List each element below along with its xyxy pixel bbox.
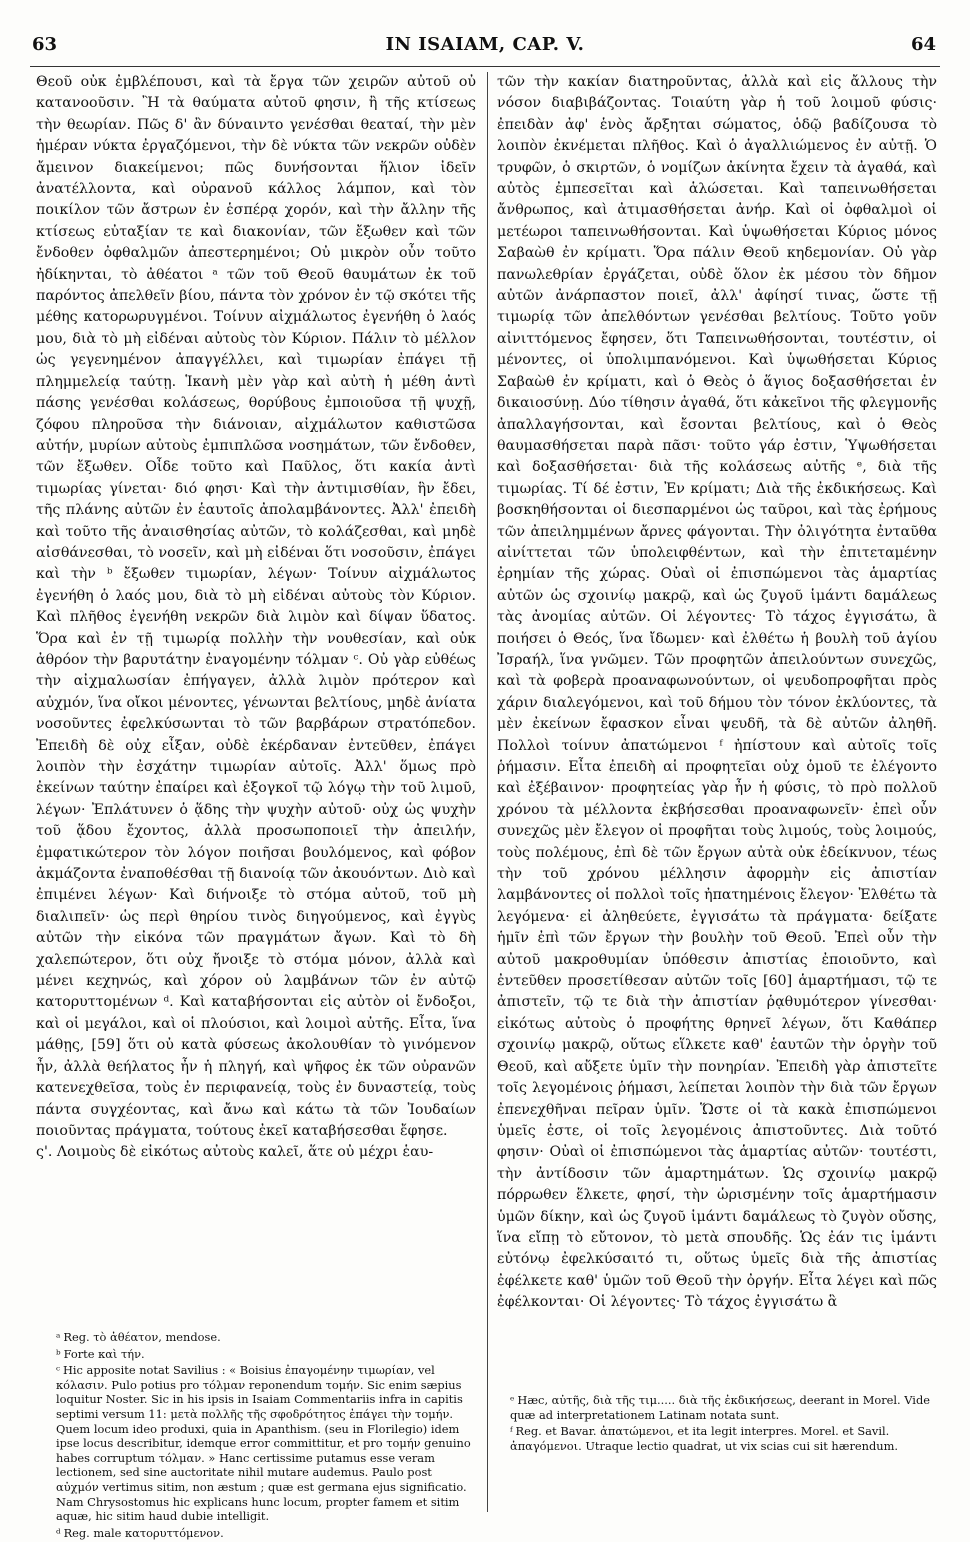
footnotes-left [56,1330,476,1542]
left-paragraph: Θεοῦ οὐκ ἐμβλέπουσι, καὶ τὰ ἔργα τῶν χειρῶν αὐτοῦ οὐ κατανοοῦσιν. Ἢ τὰ θαύματα αὐτοῦ φησιν, ἢ τῆς κτίσεως τὴν θεωρίαν. Πῶς δ' ἂν δύναιντο γενέσθαι θεαταί, τὴν μὲν ἡμέραν νύκτα ἐργαζόμενοι, τὴν δὲ νύκτα τῶν νεκρῶν οὐδὲν ἄμεινον διακείμενοι; πῶς δυνήσονται ἥλιον ἰδεῖν ἀνατέλλοντα, καὶ οὐρανοῦ κάλλος λάμπον, καὶ τὸν ποικίλον τῶν ἄστρων ἐν ἑσπέρᾳ χορόν, καὶ τὴν ἄλλην τῆς κτίσεως εὐταξίαν τε καὶ διακονίαν, τῶν ἔξωθεν καὶ τῶν ἔνδοθεν ὀφθαλμῶν ἀπεστερημένοι; Οὐ μικρὸν οὖν τοῦτο ἠδίκηνται, τὸ ἀθέατοι ᵃ τῶν τοῦ Θεοῦ θαυμάτων ἐκ τοῦ παρόντος ἀπελθεῖν βίου, πάντα τὸν χρόνον ἐν τῷ σκότει τῆς μέθης κατορωρυγμένοι. Τοίνυν αἰχμάλωτος ἐγενήθη ὁ λαός μου, διὰ τὸ μὴ εἰδέναι αὐτοὺς τὸν Κύριον. Πάλιν τὸ μέλλον ὡς γεγενημένον ἀπαγγέλλει, καὶ τιμωρίαν ἐπάγει τῇ πλημμελείᾳ ταύτῃ. Ἱκανὴ μὲν γὰρ καὶ αὐτὴ ἡ μέθη ἀντὶ πάσης γενέσθαι κολάσεως, θορύβους ἐμποιοῦσα τῇ ψυχῇ, ζόφου πληροῦσα τὴν διάνοιαν, αἰχμάλωτον καθιστῶσα αὐτήν, μυρίων αὐτοὺς ἐμπιπλῶσα νοσημάτων, τῶν ἔνδοθεν, τῶν ἔξωθεν. Οἶδε τοῦτο καὶ Παῦλος, ὅτι κακία ἀντὶ τιμωρίας γίνεται· διό φησι· Καὶ τὴν ἀντιμισθίαν, ἣν ἔδει, τῆς πλάνης αὐτῶν ἐν ἑαυτοῖς ἀπολαμβάνοντες. Ἀλλ' ἐπειδὴ καὶ τοῦτο τῆς ἀναισθησίας αὐτῶν, τὸ κολάζεσθαι, καὶ μηδὲ αἰσθάνεσθαι, τὸ νοσεῖν, καὶ μὴ εἰδέναι ὅτι νοσοῦσιν, ἐπάγει καὶ τὴν ᵇ ἔξωθεν τιμωρίαν, λέγων· Τοίνυν αἰχμάλωτος ἐγενήθη ὁ λαός μου, διὰ τὸ μὴ εἰδέναι αὐτοὺς τὸν Κύριον. Καὶ πλῆθος ἐγενήθη νεκρῶν διὰ λιμὸν καὶ δίψαν ὕδατος. Ὅρα καὶ ἐν τῇ τιμωρίᾳ πολλὴν τὴν νουθεσίαν, καὶ οὐκ ἀθρόον τὴν βαρυτάτην ἐναγομένην τόλμαν ᶜ. Οὐ γὰρ εὐθέως τὴν αἰχμαλωσίαν ἐπήγαγεν, ἀλλὰ λιμὸν πρότερον καὶ αὐχμόν, ἵνα οἴκοι μένοντες, γένωνται βελτίους, μηδὲ ἀνίατα νοσοῦντες ἐφελκύσωνται τὸ τῶν βαρβάρων στρατόπεδον. Ἐπειδὴ δὲ οὐχ εἶξαν, οὐδὲ ἐκέρδαναν ἐντεῦθεν, ἐπάγει λοιπὸν τὴν ἐσχάτην τιμωρίαν αὐτοῖς. Ἀλλ' ὅμως πρὸ ἐκείνων ταύτην ἐπαίρει καὶ ἐξογκοῖ τῷ λόγῳ τὴν τοῦ λιμοῦ, λέγων· Ἐπλάτυνεν ὁ ᾅδης τὴν ψυχὴν αὐτοῦ· οὐχ ὡς ψυχὴν τοῦ ᾅδου ἔχοντος, ἀλλὰ προσωποποιεῖ τὴν ἀπειλήν, ἐμφατικώτερον τὸν λόγον ποιῆσαι βουλόμενος, καὶ φόβον ἀκμάζοντα ἐναποθέσθαι τῇ διανοίᾳ τῶν ἀκουόντων. Διὸ καὶ ἐπιμένει λέγων· Καὶ διήνοιξε τὸ στόμα αὐτοῦ, τοῦ μὴ διαλιπεῖν· ὡς περὶ θηρίου τινὸς διηγούμενος, καὶ ἐγγὺς αὐτῶν τὴν εἰκόνα τῶν πραγμάτων ἄγων. Καὶ τὸ δὴ χαλεπώτερον, ὅτι οὐχ ἤνοιξε τὸ στόμα μόνον, ἀλλὰ καὶ μένει κεχηνώς, καὶ χόρον οὐ λαμβάνων τῶν ἐν αὐτῷ κατορυττομένων ᵈ. Καὶ καταβήσονται εἰς αὐτὸν οἱ ἔνδοξοι, καὶ οἱ μεγάλοι, καὶ οἱ πλούσιοι, καὶ λοιμοὶ αὐτῆς. Εἶτα, ἵνα μάθῃς, [59] ὅτι οὐ κατὰ φύσεως ἀκολουθίαν τὸ γινόμενον ἦν, ἀλλὰ θεήλατος ἦν ἡ πληγή, καὶ ψῆφος ἐκ τῶν οὐρανῶν κατενεχθεῖσα, τοὺς ἐν περιφανείᾳ, τοὺς ἐν δυναστείᾳ, τοὺς πάντα συγχέοντας, καὶ ἄνω καὶ κάτω τὰ τῶν Ἰουδαίων ποιοῦντας πράγματα, τούτους ἐκεῖ καταβήσεσθαι ἔφησε. [36,74,476,1139]
footnote-text: Reg. et Bavar. ἀπατώμενοι, et ita legit interpres. Morel. et Savil. ἀπαγόμενοι. Utraque lectio quadrat, ut vix scias cui sit hærendum. [510,1424,899,1453]
footnote [56,1526,476,1541]
footnote-mark: ᵈ [56,1525,61,1540]
footnote-text: Reg. τὸ ἀθέατον, mendose. [63,1330,221,1344]
header-rule [30,66,940,67]
footnote-mark: ᶜ [56,1363,60,1378]
footnote [56,1347,476,1362]
footnote-mark: ᵉ [510,1393,515,1407]
footnote-text: Forte καὶ τήν. [63,1346,145,1361]
right-paragraph: τῶν τὴν κακίαν διατηροῦντας, ἀλλὰ καὶ εἰς ἄλλους τὴν νόσον διαβιβάζοντας. Τοιαύτη γὰρ ἡ τοῦ λοιμοῦ φύσις· ἐπειδὰν ἀφ' ἑνὸς ἄρξηται σώματος, ὁδῷ βαδίζουσα τὸ λοιπὸν ἐκνέμεται πλῆθος. Καὶ ὁ ἀγαλλιώμενος ἐν αὐτῇ. Ὁ τρυφῶν, ὁ σκιρτῶν, ὁ νομίζων ἀκίνητα ἔχειν τὰ ἀγαθά, καὶ αὐτὸς ἐμπεσεῖται καὶ ἁλώσεται. Καὶ ταπεινωθήσεται ἄνθρωπος, καὶ ἀτιμασθήσεται ἀνήρ. Καὶ οἱ ὀφθαλμοὶ οἱ μετέωροι ταπεινωθήσονται. Καὶ ὑψωθήσεται Κύριος μόνος Σαβαὼθ ἐν κρίματι. Ὅρα πάλιν Θεοῦ κηδεμονίαν. Οὐ γὰρ πανωλεθρίαν ἐργάζεται, οὐδὲ ὅλον ἐκ μέσου τὸν δῆμον αὐτῶν ἀνάρπαστον ποιεῖ, ἀλλ' ἀφίησί τινας, ὥστε τῇ τιμωρίᾳ τῶν ἀπελθόντων γενέσθαι βελτίους. Τοῦτο γοῦν αἰνιττόμενος ἔφησεν, ὅτι Ταπεινωθήσονται, τουτέστιν, οἱ μένοντες, οἱ ὑπολιμπανόμενοι. Καὶ ὑψωθήσεται Κύριος Σαβαὼθ ἐν κρίματι, καὶ ὁ Θεὸς ὁ ἅγιος δοξασθήσεται ἐν δικαιοσύνῃ. Δύο τίθησιν ἀγαθά, ὅτι κἀκεῖνοι τῆς φλεγμονῆς ἀπαλλαγήσονται, καὶ ἔσονται βελτίους, καὶ ὁ Θεὸς θαυμασθήσεται παρὰ πᾶσι· τοῦτο γάρ ἐστιν, Ὑψωθήσεται καὶ δοξασθήσεται· διὰ τῆς κολάσεως αὐτῆς ᵉ, διὰ τῆς τιμωρίας. Τί δέ ἐστιν, Ἐν κρίματι; Διὰ τῆς ἐκδικήσεως. Καὶ βοσκηθήσονται οἱ διεσπαρμένοι ὡς ταῦροι, καὶ τὰς ἐρήμους τῶν ἀπειλημμένων ἄρνες φάγονται. Τὴν ὀλιγότητα ἐνταῦθα αἰνίττεται τῶν ὑπολειφθέντων, καὶ τὴν ἐπιτεταμένην ἐρημίαν τῆς χώρας. Οὐαὶ οἱ ἐπισπώμενοι τὰς ἁμαρτίας αὐτῶν ὡς σχοινίῳ μακρῷ, καὶ ὡς ζυγοῦ ἱμάντι δαμάλεως τὰς ἀνομίας αὐτῶν. Οἱ λέγοντες· Τὸ τάχος ἐγγισάτω, ἃ ποιήσει ὁ Θεός, ἵνα ἴδωμεν· καὶ ἐλθέτω ἡ βουλὴ τοῦ ἁγίου Ἰσραήλ, ἵνα γνῶμεν. Τῶν προφητῶν ἀπειλούντων συνεχῶς, καὶ τὰ φοβερὰ προαναφωνούντων, οἱ ψευδοπροφῆται πρὸς χάριν διαλεγόμενοι, καὶ τοῦ δήμου τὸν τόνον ἐκλύοντες, τὰ μὲν ἐκείνων ἔφασκον εἶναι ψευδῆ, τὰ δὲ αὐτῶν ἀληθῆ. Πολλοὶ τοίνυν ἀπατώμενοι ᶠ ἠπίστουν καὶ αὐτοῖς τοῖς ῥήμασιν. Εἶτα ἐπειδὴ αἱ προφητεῖαι οὐχ ὁμοῦ τε ἐλέγοντο καὶ ἐξέβαινον· προφητείας γὰρ ἦν ἡ φύσις, τὸ πρὸ πολλοῦ χρόνου τὰ μέλλοντα ἐκβήσεσθαι προαναφωνεῖν· ἐπεὶ οὖν συνεχῶς μὲν ἔλεγον οἱ προφῆται τοὺς λιμούς, τοὺς λοιμούς, τοὺς πολέμους, ἐπὶ δὲ τῶν ἔργων αὐτὰ οὐκ ἐδείκνυον, τέως τὴν τοῦ χρόνου μέλλησιν ἀφορμὴν εἰς ἀπιστίαν λαμβάνοντες οἱ πολλοὶ τοῖς ἠπατημένοις ἔλεγον· Ἐλθέτω τὰ λεγόμενα· εἰ ἀληθεύετε, ἐγγισάτω τὰ πράγματα· δείξατε ἡμῖν ἐπὶ τῶν ἔργων τὴν βουλὴν τοῦ Θεοῦ. Ἐπεὶ οὖν τὴν αὐτοῦ μακροθυμίαν ὑπόθεσιν ἀπιστίας ἐποιοῦντο, καὶ ἐντεῦθεν προσετίθεσαν αὐτῶν τοῖς [60] ἁμαρτήμασι, τῷ τε ἀπιστεῖν, τῷ τε διὰ τὴν ἀπιστίαν ῥᾳθυμότερον γίνεσθαι· εἰκότως αὐτοὺς ὁ προφήτης θρηνεῖ λέγων, ὅτι Καθάπερ σχοινίῳ μακρῷ, οὕτως εἵλκετε καθ' ἑαυτῶν τὴν ὀργὴν τοῦ Θεοῦ, καὶ αὔξετε ὑμῖν τὴν πονηρίαν. Ἐπειδὴ γὰρ ἀπιστεῖτε τοῖς λεγομένοις ῥήμασι, λείπεται λοιπὸν τὴν διὰ τῶν ἔργων ἐπενεχθῆναι πεῖραν ὑμῖν. Ὥστε οἱ τὰ κακὰ ἐπισπώμενοι ὑμεῖς ἐστε, οἱ τοῖς λεγομένοις ἀπιστοῦντες. Διὰ τοῦτό φησιν· Οὐαὶ οἱ ἐπισπώμενοι τὰς ἁμαρτίας αὐτῶν· τουτέστι, τὴν ἀντίδοσιν τῶν ἁμαρτημάτων. Ὡς σχοινίῳ μακρῷ πόρρωθεν ἕλκετε, φησί, τὴν ὡρισμένην τοῖς ἁμαρτήμασιν ὑμῶν δίκην, καὶ ὡς ζυγοῦ ἱμάντι δαμάλεως τὸ ζυγὸν οὔσης, ἵνα εἴπῃ τὸ εὔτονον, τὸ μετὰ σπουδῆς. Ὡς ἐάν τις ἱμάντι εὐτόνῳ ἐφελκύσαιτό τι, οὕτως ὑμεῖς διὰ τῆς ἀπιστίας ἐφέλκετε καθ' ὑμῶν τοῦ Θεοῦ τὴν ὀργήν. Εἶτα λέγει καὶ πῶς ἐφέλκονται· Οἱ λέγοντες· Τὸ τάχος ἐγγισάτω ἃ [497,74,937,1311]
running-header [28,34,942,58]
footnote-mark: ᶠ [510,1424,513,1439]
footnote-text: Hæc, αὐτῆς, διὰ τῆς τιμ..... διὰ τῆς ἐκδικήσεως, deerant in Morel. Vide quæ ad interpretationem Latinam notata sunt. [510,1393,930,1422]
footnote [56,1363,476,1524]
column-divider [487,72,488,1512]
footnote [510,1393,950,1422]
footnote-mark: ᵃ [56,1330,61,1344]
footnote [510,1424,950,1453]
page-number-left: 63 [32,34,58,55]
page-number-right: 64 [910,34,936,55]
left-paragraph: ς'. Λοιμοὺς δὲ εἰκότως αὐτοὺς καλεῖ, ἅτε οὐ μέχρι ἑαυ- [36,1144,434,1161]
running-title: IN ISAIAM, CAP. V. [385,34,585,55]
footnote-text: Reg. male κατορυττόμενον. [63,1525,224,1540]
left-column [36,72,476,1164]
footnote-mark: ᵇ [56,1346,61,1361]
footnote-text: Hic apposite notat Savilius : « Boisius ἐπαγομένην τιμωρίαν, vel κόλασιν. Pulo potius pro τόλμαν reponendum τομήν. Sic enim sæpius loquitur Noster. Sic in his ipsis in Isaiam Commentariis infra in capitis septimi versum 11: μετὰ πολλῆς τῆς σφοδρότητος ἐπάγει τὴν τομήν. Quem locum ideo produxi, quia in Apanthism. (seu in Florilegio) idem ipse locus describitur, idemque error committitur, et pro τομήν genuino habes corruptum τόλμαν. » Hanc certissime putamus esse veram lectionem, sed sine auctoritate nihil mutare audemus. Paulo post αὐχμόν vertimus sitim, non æstum ; quæ est germana ejus significatio. Nam Chrysostomus hic explicans hunc locum, propter famem et sitim aquæ, hic sitim haud dubie intelligit. [56,1363,471,1524]
footnote [56,1330,476,1345]
footnotes-right [510,1393,950,1455]
right-column [497,72,937,1314]
